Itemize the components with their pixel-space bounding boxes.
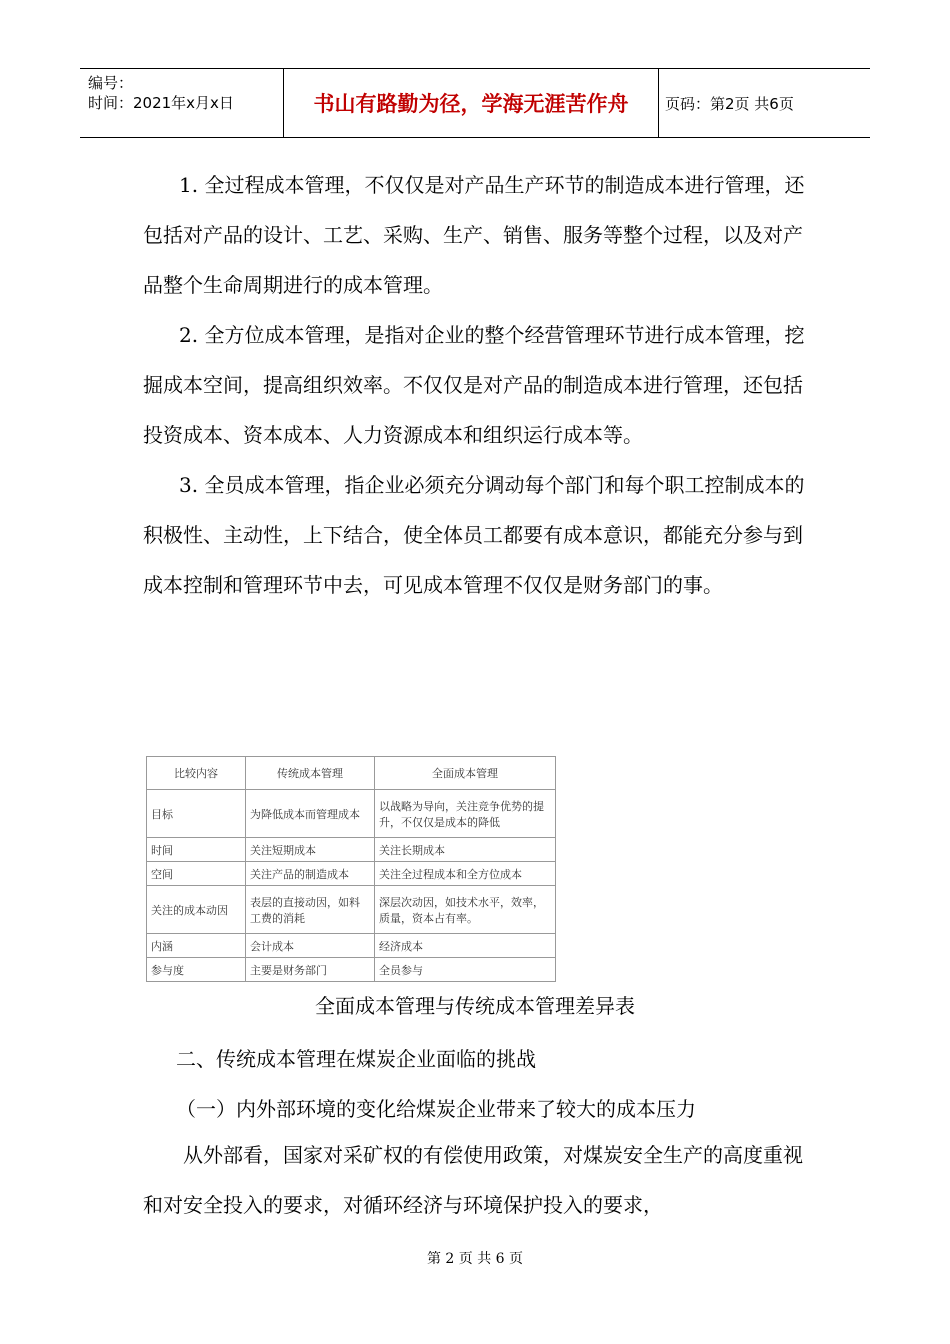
table-cell: 深层次动因，如技术水平，效率，质量，资本占有率。 (375, 886, 556, 934)
table-cell: 表层的直接动因，如料工费的消耗 (246, 886, 375, 934)
table-header-cell: 比较内容 (147, 757, 246, 790)
table-cell: 空间 (147, 862, 246, 886)
table-cell: 主要是财务部门 (246, 958, 375, 982)
table-cell: 目标 (147, 790, 246, 838)
table-cell: 会计成本 (246, 934, 375, 958)
table-cell: 关注的成本动因 (147, 886, 246, 934)
page-header (80, 68, 870, 138)
table-row (147, 886, 556, 934)
table-header-cell: 全面成本管理 (375, 757, 556, 790)
table-row (147, 790, 556, 838)
table-cell: 全员参与 (375, 958, 556, 982)
comparison-table (146, 756, 556, 982)
paragraph-2: 2. 全方位成本管理，是指对企业的整个经营管理环节进行成本管理，挖掘成本空间，提高组织效率。不仅仅是对产品的制造成本进行管理，还包括投资成本、资本成本、人力资源成本和组织运行成本等。 (143, 323, 805, 447)
table-header-row (147, 757, 556, 790)
paragraph-3: 3. 全员成本管理，指企业必须充分调动每个部门和每个职工控制成本的积极性、主动性，上下结合，使全体员工都要有成本意识，都能充分参与到成本控制和管理环节中去，可见成本管理不仅仅是财务部门的事。 (143, 473, 805, 597)
subsection-heading: （一）内外部环境的变化给煤炭企业带来了较大的成本压力 (176, 1097, 696, 1121)
page-footer: 第 2 页 共 6 页 (426, 1251, 524, 1267)
table-cell: 参与度 (147, 958, 246, 982)
table-row (147, 838, 556, 862)
table-row (147, 958, 556, 982)
header-meta (88, 73, 282, 113)
table-cell: 内涵 (147, 934, 246, 958)
table-cell: 经济成本 (375, 934, 556, 958)
table-row (147, 862, 556, 886)
table-row (147, 934, 556, 958)
table-cell: 关注产品的制造成本 (246, 862, 375, 886)
main-body (143, 160, 808, 610)
table-cell: 关注长期成本 (375, 838, 556, 862)
table-cell: 时间 (147, 838, 246, 862)
header-page-info: 页码：第2页 共6页 (665, 94, 794, 113)
header-motto: 书山有路勤为径，学海无涯苦作舟 (283, 69, 659, 137)
table-caption: 全面成本管理与传统成本管理差异表 (315, 994, 635, 1018)
table-cell: 为降低成本而管理成本 (246, 790, 375, 838)
section-heading: 二、传统成本管理在煤炭企业面临的挑战 (176, 1047, 536, 1071)
comparison-table-image (146, 756, 558, 977)
table-cell: 关注短期成本 (246, 838, 375, 862)
last-paragraph-block (143, 1130, 808, 1230)
table-cell: 关注全过程成本和全方位成本 (375, 862, 556, 886)
paragraph-1: 1. 全过程成本管理，不仅仅是对产品生产环节的制造成本进行管理，还包括对产品的设计、工艺、采购、生产、销售、服务等整个过程，以及对产品整个生命周期进行的成本管理。 (143, 173, 805, 297)
table-cell: 以战略为导向，关注竞争优势的提升，不仅仅是成本的降低 (375, 790, 556, 838)
number-label: 编号： (88, 74, 134, 92)
table-header-cell: 传统成本管理 (246, 757, 375, 790)
time-label: 时间：2021年x月x日 (88, 94, 234, 112)
last-paragraph: 从外部看，国家对采矿权的有偿使用政策，对煤炭安全生产的高度重视和对安全投入的要求，对循环经济与环境保护投入的要求， (143, 1143, 803, 1217)
